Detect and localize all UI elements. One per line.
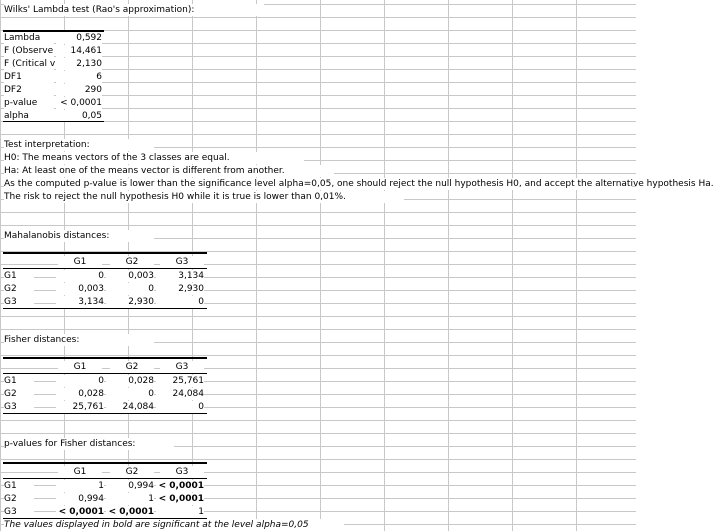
wilks-label-lambda: Lambda [4, 32, 54, 44]
fisher-cell: 25,761 [56, 401, 104, 413]
mahalanobis-cell: 2,930 [156, 283, 204, 295]
pvalues-cell-significant: < 0,0001 [106, 506, 154, 518]
mahalanobis-bottom-rule [3, 308, 207, 309]
fisher-col-g1: G1 [58, 361, 102, 373]
pvalues-col-g2: G2 [110, 466, 154, 478]
wilks-label-pvalue: p-value [4, 97, 54, 109]
mahalanobis-row-label: G2 [4, 283, 34, 295]
fisher-heading: Fisher distances: [4, 334, 154, 346]
pvalues-header-rule [3, 478, 207, 479]
fisher-cell: 0,028 [106, 375, 154, 387]
fisher-header-rule [3, 373, 207, 374]
pvalues-row-label: G2 [4, 493, 34, 505]
pvalues-cell: 1 [56, 480, 104, 492]
wilks-label-df1: DF1 [4, 71, 54, 83]
wilks-label-alpha: alpha [4, 110, 54, 122]
mahalanobis-col-g1: G1 [58, 256, 102, 268]
pvalues-cell: 1 [106, 493, 154, 505]
fisher-col-g3: G3 [160, 361, 204, 373]
wilks-value-df1: 6 [56, 71, 102, 83]
mahalanobis-cell: 0 [156, 296, 204, 308]
pvalues-cell: 0,994 [106, 480, 154, 492]
wilks-label-f-critical: F (Critical v [4, 59, 56, 69]
mahalanobis-top-rule [3, 252, 207, 254]
fisher-cell: 0 [56, 375, 104, 387]
fisher-cell: 24,084 [106, 401, 154, 413]
mahalanobis-cell: 0,003 [106, 270, 154, 282]
fisher-cell: 24,084 [156, 388, 204, 400]
mahalanobis-row-label: G3 [4, 296, 34, 308]
fisher-top-rule [3, 357, 207, 359]
pvalues-cell-significant: < 0,0001 [156, 493, 204, 505]
mahalanobis-cell: 3,134 [56, 296, 104, 308]
pvalues-cell: 1 [156, 506, 204, 518]
pvalues-cell: 0,994 [56, 493, 104, 505]
mahalanobis-heading: Mahalanobis distances: [4, 230, 154, 242]
wilks-label-f-observed: F (Observe [4, 46, 54, 56]
wilks-label-df2: DF2 [4, 84, 54, 96]
mahalanobis-col-g2: G2 [110, 256, 154, 268]
fisher-row-label: G1 [4, 375, 34, 387]
pvalues-cell-significant: < 0,0001 [156, 480, 204, 492]
pvalues-top-rule [3, 462, 207, 464]
interpretation-heading: Test interpretation: [4, 139, 154, 151]
wilks-value-lambda: 0,592 [56, 32, 102, 44]
mahalanobis-cell: 2,930 [106, 296, 154, 308]
interpretation-h0: H0: The means vectors of the 3 classes are equal. [4, 152, 304, 164]
pvalues-row-label: G3 [4, 506, 34, 518]
mahalanobis-header-rule [3, 268, 207, 269]
wilks-title: Wilks' Lambda test (Rao's approximation): [4, 4, 264, 16]
wilks-value-df2: 290 [56, 84, 102, 96]
fisher-cell: 0 [106, 388, 154, 400]
wilks-value-alpha: 0,05 [56, 110, 102, 122]
pvalues-row-label: G1 [4, 480, 34, 492]
interpretation-conclusion: As the computed p-value is lower than the significance level alpha=0,05, one should reject the null hypothesis H0, and accept the alternative hypothesis Ha. [4, 179, 714, 189]
mahalanobis-row-label: G1 [4, 270, 34, 282]
wilks-bottom-rule [3, 121, 104, 122]
interpretation-ha: Ha: At least one of the means vector is different from another. [4, 165, 334, 177]
mahalanobis-cell: 0 [56, 270, 104, 282]
pvalues-col-g1: G1 [58, 466, 102, 478]
fisher-bottom-rule [3, 413, 207, 414]
wilks-value-pvalue: < 0,0001 [56, 97, 102, 109]
fisher-col-g2: G2 [110, 361, 154, 373]
fisher-cell: 0 [156, 401, 204, 413]
pvalues-footnote: The values displayed in bold are significant at the level alpha=0,05 [4, 519, 344, 531]
interpretation-risk: The risk to reject the null hypothesis H0 while it is true is lower than 0,01%. [4, 191, 404, 203]
pvalues-cell-significant: < 0,0001 [56, 506, 104, 518]
fisher-cell: 25,761 [156, 375, 204, 387]
wilks-value-f-observed: 14,461 [56, 45, 102, 57]
fisher-row-label: G3 [4, 401, 34, 413]
fisher-cell: 0,028 [56, 388, 104, 400]
pvalues-heading: p-values for Fisher distances: [4, 438, 174, 450]
mahalanobis-cell: 0 [106, 283, 154, 295]
mahalanobis-cell: 3,134 [156, 270, 204, 282]
mahalanobis-cell: 0,003 [56, 283, 104, 295]
mahalanobis-col-g3: G3 [160, 256, 204, 268]
wilks-value-f-critical: 2,130 [56, 58, 102, 70]
fisher-row-label: G2 [4, 388, 34, 400]
pvalues-col-g3: G3 [160, 466, 204, 478]
